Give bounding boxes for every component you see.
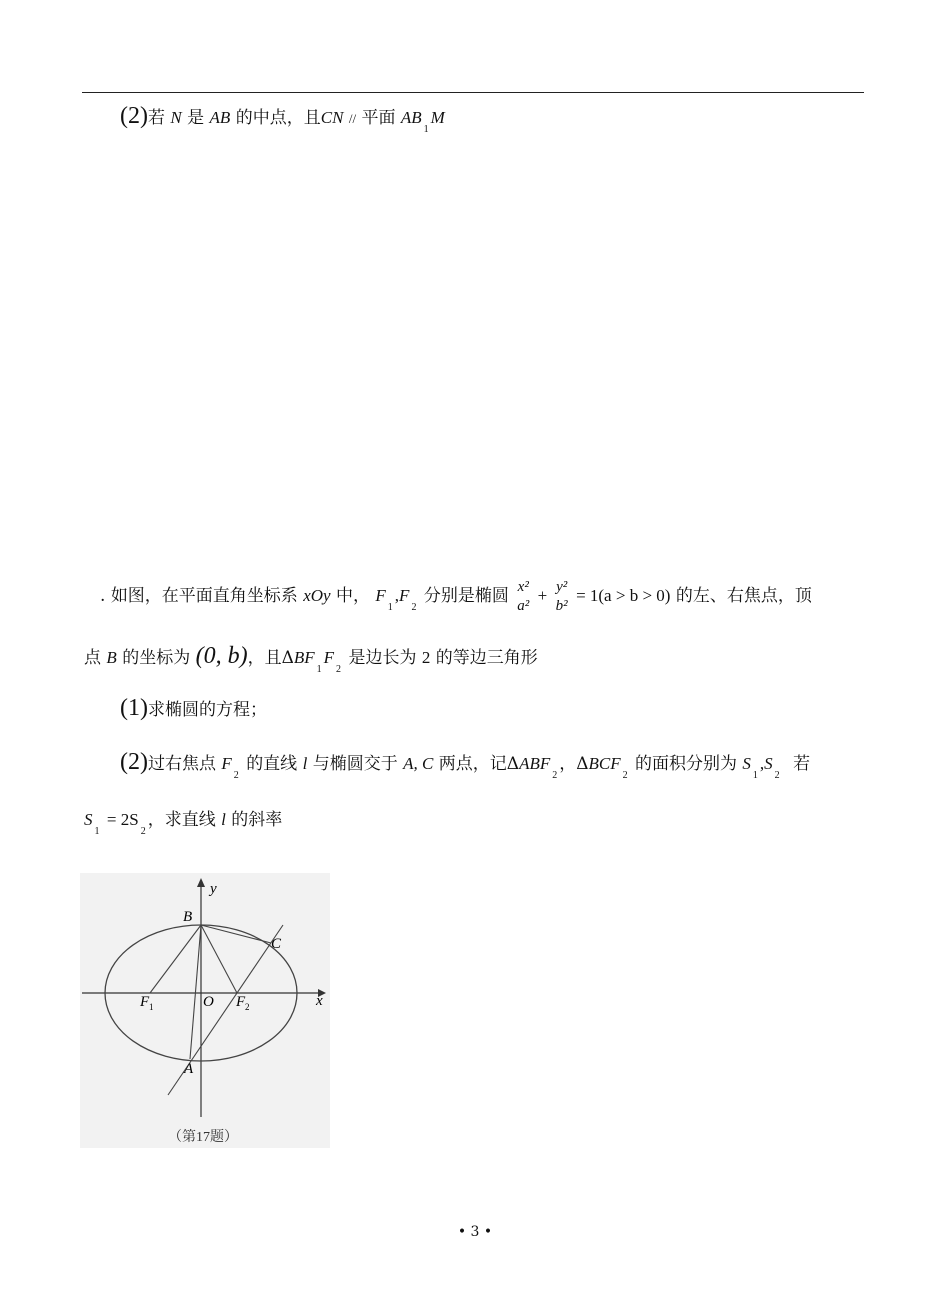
text: 是边长为	[348, 648, 417, 668]
fraction-x2-a2	[517, 578, 529, 615]
text: 点	[84, 648, 101, 668]
text: 的斜率	[231, 810, 283, 830]
header-rule	[82, 92, 864, 93]
text: 求椭圆的方程；	[147, 700, 267, 720]
math-CN: CN	[320, 108, 344, 127]
label-x: x	[316, 993, 323, 1009]
subscript: 2	[233, 770, 239, 781]
label-C: C	[271, 936, 282, 952]
text: 中，	[336, 586, 370, 606]
denominator: b²	[555, 598, 568, 614]
subscript: 2	[411, 602, 417, 613]
text: 的坐标为	[122, 648, 191, 668]
subscript: 2	[140, 826, 146, 837]
text: 的左、右焦点，顶	[675, 586, 812, 606]
subscript: 2	[552, 770, 558, 781]
math-AC: A, C	[403, 754, 434, 773]
ellipse-diagram	[80, 873, 330, 1148]
text: 与椭圆交于	[312, 754, 398, 774]
numerator: y²	[556, 579, 568, 595]
math-l: l	[302, 754, 308, 773]
math-B: B	[106, 648, 117, 667]
segment-B-F1	[150, 925, 201, 993]
math-S2: S	[764, 754, 773, 773]
text: 的直线	[246, 754, 298, 774]
math-ABF2: ABF	[519, 754, 551, 773]
label-O: O	[203, 994, 214, 1010]
math-S1: S	[742, 754, 751, 773]
math-F: F	[323, 648, 335, 667]
subscript: 1	[752, 770, 758, 781]
text: .	[100, 586, 106, 606]
text: 的中点，且	[235, 108, 321, 128]
fraction-y2-b2	[556, 578, 568, 615]
math-AB: AB	[209, 108, 231, 127]
prev-question-part2	[120, 104, 445, 133]
text: 两点，记Δ	[438, 754, 520, 774]
parallel-symbol: //	[348, 111, 357, 126]
text: ，且Δ	[247, 648, 294, 668]
math-F2: F	[399, 586, 410, 605]
label-F1-sub: 1	[149, 1002, 154, 1012]
math-F2: F	[221, 754, 232, 773]
math-AB1M-a: AB	[400, 108, 422, 127]
segment-B-A	[190, 925, 201, 1059]
text: ,	[759, 754, 765, 773]
part-number: (2)	[120, 749, 148, 775]
math-xOy: xOy	[303, 586, 331, 605]
math-S1: S	[84, 810, 93, 829]
math-l: l	[221, 810, 226, 829]
ellipse-figure	[80, 873, 330, 1148]
math-eq: = 2S	[106, 810, 139, 829]
subscript: 1	[423, 124, 429, 135]
text: 若	[147, 108, 165, 128]
text: 如图，在平面直角坐标系	[110, 586, 298, 606]
subscript: 1	[94, 826, 100, 837]
denominator: a²	[517, 598, 530, 614]
label-F2-sub: 2	[245, 1002, 250, 1012]
segment-B-F2	[201, 925, 237, 993]
label-F2: F	[236, 994, 246, 1010]
label-B: B	[183, 909, 193, 925]
part-number: (1)	[120, 695, 148, 721]
text: ，Δ	[559, 754, 589, 774]
label-y: y	[210, 881, 217, 897]
math-coordinate: (0, b)	[195, 643, 248, 669]
math-BCF2: BCF	[588, 754, 621, 773]
q17-line2	[84, 644, 538, 673]
label-F1: F	[140, 994, 150, 1010]
part-number: (2)	[120, 103, 148, 129]
segment-B-C	[201, 925, 271, 943]
numerator: x²	[517, 579, 529, 595]
subscript: 2	[774, 770, 780, 781]
y-axis-arrow	[197, 878, 205, 887]
subscript: 2	[336, 664, 342, 675]
equation-rest: = 1(a > b > 0)	[576, 586, 671, 605]
subscript: 2	[622, 770, 628, 781]
math-F1: F	[375, 586, 386, 605]
q17-part1	[120, 696, 267, 722]
text: 的面积分别为	[635, 754, 738, 774]
q17-intro-line	[100, 578, 812, 615]
text: 过右焦点	[147, 754, 216, 774]
text: ,	[394, 586, 400, 605]
math-N: N	[170, 108, 182, 127]
text: 的等边三角形	[435, 648, 538, 668]
q17-part2-cont	[84, 808, 282, 835]
math-BF1F2: BF	[293, 648, 315, 667]
math-AB1M-b: M	[430, 108, 445, 127]
text: 是	[187, 108, 205, 128]
label-A: A	[184, 1061, 194, 1077]
plus-sign: +	[537, 586, 548, 605]
text: 分别是椭圆	[423, 586, 509, 606]
subscript: 1	[387, 602, 393, 613]
text: 平面	[361, 108, 396, 128]
subscript: 1	[316, 664, 322, 675]
page-number: • 3 •	[457, 1224, 493, 1240]
text: ，求直线	[147, 810, 216, 830]
figure-caption: （第17题）	[168, 1130, 238, 1145]
text: 若	[793, 754, 811, 774]
q17-part2	[120, 750, 810, 779]
number: 2	[421, 648, 431, 667]
